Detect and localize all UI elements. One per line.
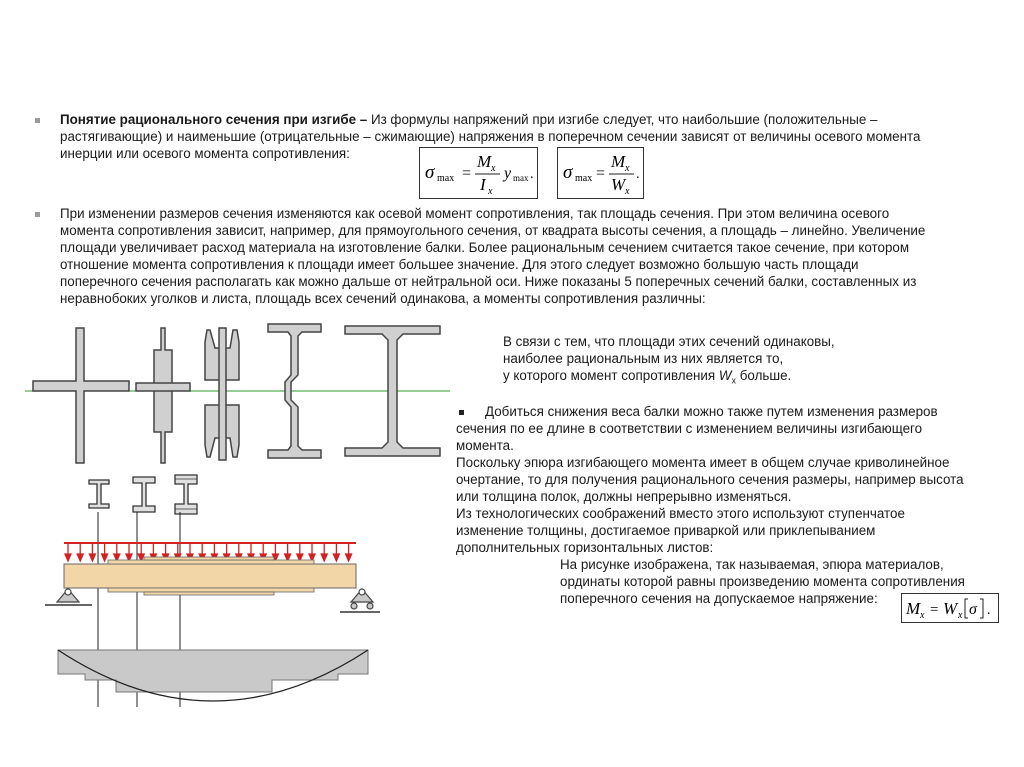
right-roller-support [340,589,380,612]
load-arrowhead [102,554,108,561]
load-arrowhead [333,554,339,561]
subscript-x: x [625,163,630,174]
text-fragment: больше. [736,368,792,383]
inertia-I: I [480,175,486,194]
text-line: Из технологических соображений вместо этого используют ступенчатое [456,506,905,521]
subscript-max: max [437,173,455,184]
bullet [35,212,40,217]
formula-stress-modulus [557,147,644,199]
moment-M: M [477,152,492,171]
load-arrowhead [321,554,327,561]
text-line: сечения по ее длине в соответствии с изменением величины изгибающего [456,421,923,436]
bracket-left [965,599,968,618]
moment-M: M [611,152,626,171]
material-diagram [58,650,368,692]
text-line: ординаты которой равны произведению момента сопротивления [560,574,965,589]
cover-plate-top-1 [108,560,314,564]
text-line: дополнительных горизонтальных листов: [456,540,714,555]
text-line: поперечного сечения на допускаемое напряжение: [560,591,878,606]
beam-body [64,564,356,588]
paragraph-title: Понятие рационального сечения при изгибе – [60,112,368,127]
subscript-x: x [731,375,737,386]
text-line: момента сопротивления зависит, например, для прямоугольного сечения, от квадрата высоты сечения, а площадь – линейно. Увеличение [60,223,926,238]
text-fragment: у которого момент сопротивления [503,368,719,383]
text-line: наиболее рациональным из них является то, [503,351,784,366]
formula-material-diagram [901,593,999,623]
subscript-x: x [491,163,496,174]
i-section-medium [133,477,155,512]
load-arrowhead [77,554,83,561]
text-line: момента. [456,438,514,453]
beam-material-diagram [40,512,385,712]
text-line: изменение толщины, достигаемое приваркой или приклепыванием [456,523,876,538]
modulus-W: W [611,175,626,194]
period: . [636,167,640,182]
text-line: В связи с тем, что площади этих сечений одинаковы, [503,334,835,349]
period: . [987,603,991,618]
cover-plate-bottom-1 [108,588,314,592]
cross-section-1 [33,328,129,463]
modulus-W: W [943,599,958,618]
paragraph-1 [60,111,960,128]
cover-plate-top-2 [144,557,274,560]
period: . [530,167,534,182]
bracket-right [980,599,983,618]
bullet [459,410,464,415]
distance-y: y [504,165,512,182]
equals-sign: = [596,165,606,182]
five-cross-sections-figure [25,320,455,465]
text-line [503,367,1003,390]
equals-sign: = [462,165,472,182]
subscript-x: x [920,610,925,621]
text-line: На рисунке изображена, так называемая, эпюра материалов, [560,557,944,572]
i-section-large [175,475,197,514]
load-arrowhead [346,554,352,561]
cover-plate-bottom-2 [144,592,274,595]
moment-M: M [906,599,921,618]
sigma-symbol: σ [563,162,573,183]
text-line: площади увеличивает расход материала на изготовление балки. Более рациональным сечением считается такое сечение, при котором [60,240,910,255]
text-line: Добиться снижения веса балки можно также путем изменения размеров [485,404,938,419]
symbol-W: W [718,368,732,383]
text-line: инерции или осевого момента сопротивления: [60,146,350,161]
text-line: или толщина полок, должны непрерывно изменяться. [456,489,792,504]
subscript-x: x [625,186,630,197]
sigma-symbol: σ [969,601,977,618]
cross-section-3 [205,328,239,460]
load-arrowhead [89,554,95,561]
text-line: При изменении размеров сечения изменяются как осевой момент сопротивления, так площадь сечения. При этом величина осевого [60,206,890,221]
text-line: растягивающие) и наименьшие (отрицательные – сжимающие) напряжения в поперечном сечении зависят от величины осевого момента [60,129,921,144]
text-line: Поскольку эпюра изгибающего момента имеет в общем случае криволинейное [456,455,950,470]
text-line: Из формулы напряжений при изгибе следует, что наибольшие (положительные – [367,112,878,127]
subscript-x: x [488,186,493,197]
bullet [35,118,40,123]
subscript-x: x [958,610,963,621]
subscript-max: max [575,173,593,184]
subscript-max: max [513,173,529,183]
equals-sign: = [930,602,939,618]
text-line: очертание, то для получения рационального сечения размеры, например высота [456,472,964,487]
text-line: поперечного сечения располагать как можно дальше от нейтральной оси. Ниже показаны 5 поперечных сечений балки, составленных из [60,274,917,289]
left-pin-support [45,589,92,605]
text-line: отношение момента сопротивления к площади имеет большее значение. Для этого следует возможно большую часть площади [60,257,859,272]
formula-stress-inertia [419,147,538,199]
load-arrowhead [65,554,71,561]
sigma-symbol: σ [425,162,435,183]
i-section-small [89,480,109,508]
cross-section-2 [136,328,190,463]
text-line: неравнобоких уголков и листа, площадь всех сечений одинакова, а моменты сопротивления различны: [60,291,706,306]
